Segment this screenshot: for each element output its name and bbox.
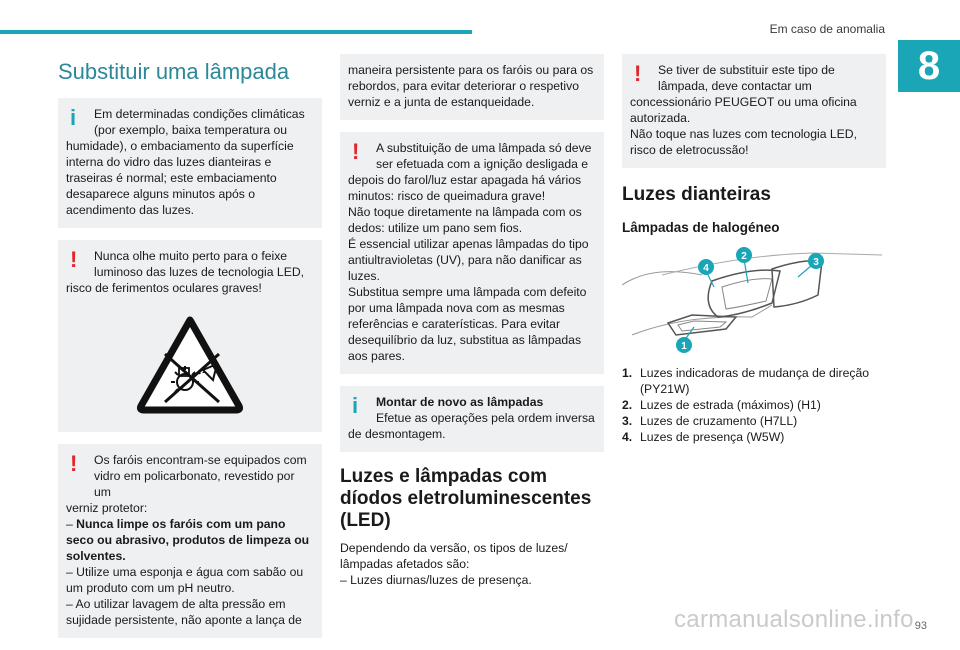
dash: –: [66, 517, 77, 531]
info-box-refit: [340, 386, 604, 452]
continued-box: [340, 54, 604, 120]
warning-box-replacement: [340, 132, 604, 374]
box-text: A substituição de uma lâmpada só deve ser efetuada com a ignição desligada e: [376, 141, 592, 171]
box-text: depois do farol/luz estar apagada há vários minutos: risco de queimadura grave!: [348, 173, 582, 203]
callout-label: 2: [741, 251, 747, 262]
section-title-led: Luzes e lâmpadas com díodos eletroluminescentes (LED): [340, 466, 592, 531]
headlamp-illustration: [622, 245, 886, 355]
box-text: Se tiver de substituir este tipo de lâmpada, deve contactar um: [658, 63, 835, 93]
callout-3: [808, 253, 824, 269]
paragraph: – Luzes diurnas/luzes de presença.: [340, 573, 532, 587]
halogen-lamp-list: [622, 365, 886, 445]
box-text: – Ao utilizar lavagem de alta pressão em sujidade persistente, não aponte a lança de: [66, 597, 302, 627]
box-text: risco de ferimentos oculares graves!: [66, 281, 262, 295]
page-number: 93: [914, 620, 927, 632]
no-look-led-warning-symbol: [66, 306, 314, 422]
watermark: carmanualsonline.info: [674, 606, 914, 633]
box-text: humidade), o embaciamento da superfície interna do vidro das luzes dianteiras e traseiras é normal; este embaciamento desaparece alguns minutos após o acendimento das luzes.: [66, 139, 294, 217]
column-right: [622, 54, 886, 445]
box-text: Substitua sempre uma lâmpada com defeito por uma lâmpada nova com as mesmas referências e caraterísticas. Para evitar desequilíbrio da luz, substitua as lâmpadas aos pares.: [348, 285, 587, 363]
box-text: concessionário PEUGEOT ou uma oficina autorizada.: [630, 95, 857, 125]
bold-warning-text: Nunca limpe os faróis com um pano seco ou abrasivo, produtos de limpeza ou solventes.: [66, 517, 310, 563]
list-item: 3. Luzes de cruzamento (H7LL): [622, 414, 798, 428]
warning-icon: !: [70, 451, 78, 476]
callout-label: 1: [681, 341, 687, 352]
column-middle: [340, 54, 604, 588]
header-rule: [0, 30, 472, 34]
callout-4: [698, 259, 714, 275]
page-title: Substituir uma lâmpada: [58, 59, 290, 84]
chapter-number: 8: [898, 40, 960, 92]
warning-icon: !: [352, 139, 360, 164]
led-section-body: [340, 540, 604, 588]
info-icon: i: [352, 393, 359, 418]
warning-box-led-dealer: [622, 54, 886, 168]
paragraph: Dependendo da versão, os tipos de luzes/ lâmpadas afetados são:: [340, 541, 568, 571]
box-text: Os faróis encontram-se equipados com vidro em policarbonato, revestido por um: [94, 453, 307, 499]
box-text: Efetue as operações pela ordem inversa: [376, 411, 595, 425]
callout-1: [676, 337, 692, 353]
list-item: 4. Luzes de presença (W5W): [622, 430, 785, 444]
warning-box-polycarbonate: [58, 444, 322, 638]
callout-label: 4: [703, 263, 709, 274]
info-icon: i: [70, 105, 77, 130]
list-item: 2. Luzes de estrada (máximos) (H1): [622, 398, 821, 412]
callout-2: [736, 247, 752, 263]
box-text: verniz protetor:: [66, 501, 148, 515]
box-text: Não toque nas luzes com tecnologia LED, risco de eletrocussão!: [630, 127, 857, 157]
info-box-condensation: [58, 98, 322, 228]
box-title: Montar de novo as lâmpadas: [376, 395, 544, 409]
box-text: Nunca olhe muito perto para o feixe luminoso das luzes de tecnologia LED,: [94, 249, 305, 279]
box-text: Em determinadas condições climáticas (por exemplo, baixa temperatura ou: [94, 107, 305, 137]
callout-label: 3: [813, 257, 819, 268]
led-eye-hazard-icon: [135, 314, 245, 414]
warning-icon: !: [70, 247, 78, 272]
box-text: maneira persistente para os faróis ou para os rebordos, para evitar deteriorar o respetivo verniz e a junta de estanqueidade.: [348, 63, 594, 109]
box-text: É essencial utilizar apenas lâmpadas do tipo antiultravioletas (UV), para não danificar as luzes.: [348, 237, 589, 283]
subsection-title-halogen: Lâmpadas de halogéneo: [622, 220, 780, 235]
headlamp-diagram: [622, 245, 886, 355]
box-text: [66, 516, 314, 564]
box-text: de desmontagem.: [348, 427, 446, 441]
box-text: Não toque diretamente na lâmpada com os dedos: utilize um pano sem fios.: [348, 205, 582, 235]
column-left: [58, 54, 322, 650]
list-item: 1. Luzes indicadoras de mudança de direção (PY21W): [622, 366, 870, 396]
box-text: – Utilize uma esponja e água com sabão ou um produto com um pH neutro.: [66, 565, 304, 595]
warning-box-led-eyes: [58, 240, 322, 432]
chapter-title: Em caso de anomalia: [769, 22, 885, 36]
section-title-front-lights: Luzes dianteiras: [622, 184, 771, 205]
warning-icon: !: [634, 61, 642, 86]
